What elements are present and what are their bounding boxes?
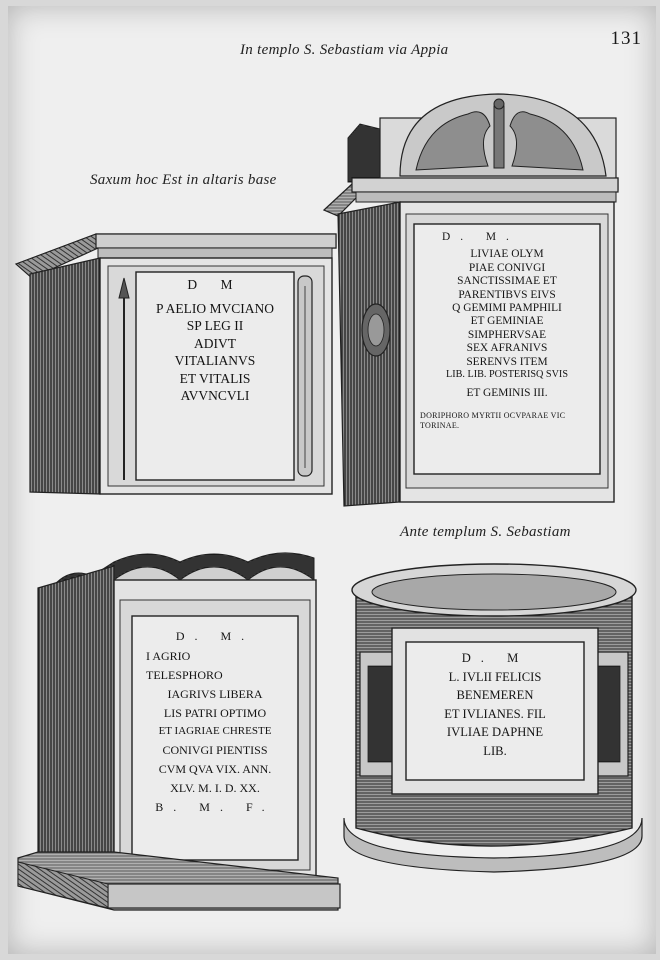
insc-line: PARENTIBVS EIVS	[458, 288, 556, 301]
insc-line: D. M	[461, 651, 529, 665]
insc-line: BENEMEREN	[456, 688, 534, 703]
insc-line: LIB.	[483, 743, 507, 758]
insc-line: Q GEMIMI PAMPHILI	[452, 302, 562, 315]
insc-line: D. M.	[175, 629, 255, 643]
caption-top: In templo S. Sebastiam via Appia	[240, 42, 449, 58]
insc-line: B. M. F.	[155, 800, 275, 814]
insc-line: LIVIAE OLYM	[470, 248, 544, 261]
caption-front-temple: Ante templum S. Sebastiam	[400, 524, 571, 540]
insc-line: ET VITALIS	[179, 370, 251, 386]
insc-line: L. IVLII FELICIS	[448, 669, 542, 684]
insc-line: D. M.	[442, 231, 519, 243]
insc-line: SERENVS ITEM	[466, 355, 548, 368]
insc-line: ADIVT	[194, 335, 236, 351]
inscription-cylinder	[406, 652, 584, 758]
insc-line: SANCTISSIMAE ET	[457, 275, 557, 288]
insc-line: PIAE CONIVGI	[468, 261, 546, 274]
insc-line: IAGRIVS LIBERA	[167, 687, 263, 701]
inscription-altar-left	[136, 278, 294, 403]
caption-left-base: Saxum hoc Est in altaris base	[90, 172, 277, 188]
insc-line: SIMPHERVSAE	[467, 328, 547, 341]
insc-line: LIB. LIB. POSTERISQ SVIS	[446, 369, 568, 381]
book-page	[8, 6, 656, 954]
insc-line: ET IVLIANES. FIL	[444, 706, 546, 721]
page-number: 131	[610, 28, 642, 49]
insc-line: SEX AFRANIVS	[466, 342, 548, 355]
insc-line: VITALIANVS	[174, 353, 256, 368]
inscription-altar-lower-left	[132, 630, 298, 813]
insc-line: XLV. M. I. D. XX.	[170, 781, 260, 795]
insc-line: ET GEMINIAE	[470, 315, 544, 328]
insc-line: SP LEG II	[186, 318, 244, 333]
insc-line: CONIVGI PIENTISS	[162, 743, 268, 757]
inscription-altar-griffins	[414, 232, 600, 430]
insc-line: D M	[187, 277, 243, 292]
insc-line: CVM QVA VIX. ANN.	[158, 762, 272, 776]
insc-footnote: DORIPHORO MYRTII OCVPARAE VIC	[420, 410, 566, 420]
engraving-illustration	[8, 6, 656, 954]
insc-footnote: TORINAE.	[420, 420, 460, 430]
insc-line: P AELIO MVCIANO	[156, 300, 274, 316]
insc-line: IVLIAE DAPHNE	[446, 725, 544, 740]
insc-line: TELESPHORO	[146, 668, 223, 682]
insc-line: AVVNCVLI	[180, 388, 250, 403]
insc-line: ET IAGRIAE CHRESTE	[158, 725, 272, 737]
insc-line: ET GEMINIS III.	[466, 387, 548, 400]
insc-line: LIS PATRI OPTIMO	[163, 706, 267, 720]
insc-line: I AGRIO	[146, 649, 191, 663]
